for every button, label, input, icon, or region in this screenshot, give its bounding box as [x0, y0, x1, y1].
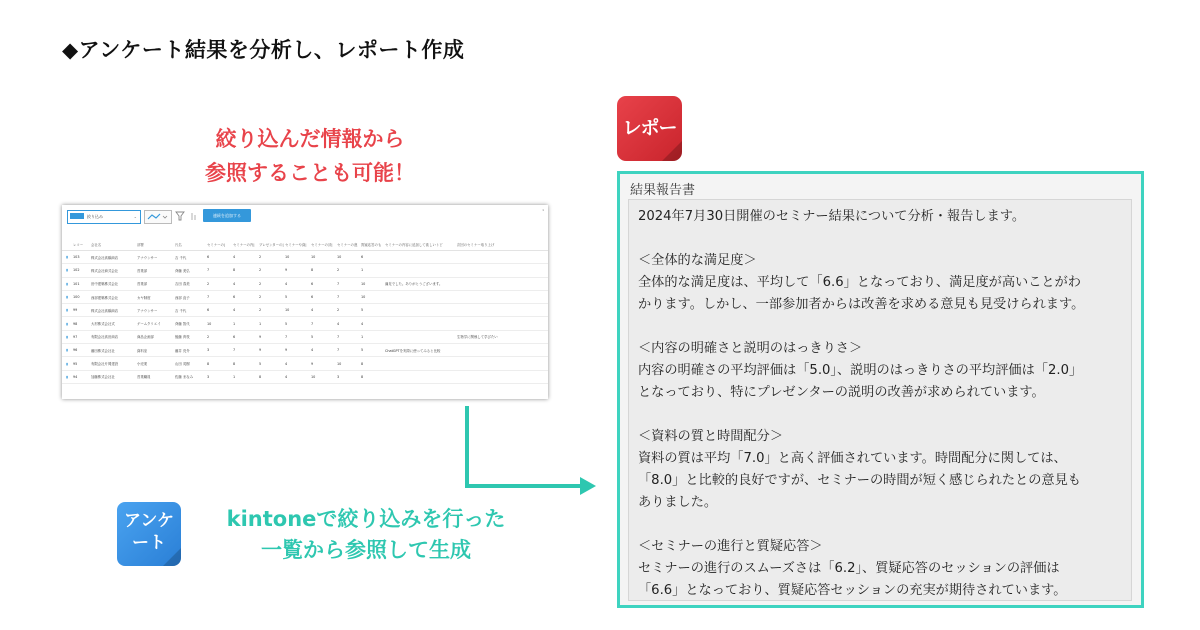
table-cell: 2 [258, 264, 284, 277]
table-cell: 9 [284, 264, 310, 277]
report-line: 「8.0」と比較的良好ですが、セミナーの時間が短く感じられたとの意見も [638, 473, 1081, 488]
table-cell: 5 [360, 304, 384, 317]
table-cell: 5 [258, 357, 284, 370]
table-cell: 8 [258, 370, 284, 383]
table-cell [384, 317, 456, 330]
table-cell: 後藤 育枝 [174, 330, 206, 343]
table-cell: 藤井 亮介 [174, 344, 206, 357]
table-cell: 2 [258, 290, 284, 303]
report-field-label: 結果報告書 [630, 183, 696, 198]
table-cell: 営業部 [136, 277, 174, 290]
table-cell [384, 370, 456, 383]
column-header[interactable]: 質疑応答のも [360, 239, 384, 251]
record-detail-icon[interactable]: ▮ [62, 290, 72, 303]
table-cell: 株式会社商式会社 [90, 264, 136, 277]
table-cell: 4 [284, 277, 310, 290]
filter-icon [174, 210, 186, 222]
table-cell: 2 [258, 304, 284, 317]
table-cell [456, 277, 548, 290]
table-cell: 営業部 [136, 264, 174, 277]
table-cell: 6 [232, 290, 258, 303]
caption-line-2: 一覧から参照して生成 [261, 538, 471, 562]
table-cell [456, 304, 548, 317]
filter-callout [120, 122, 500, 190]
table-cell: 4 [284, 370, 310, 383]
kintone-list-screenshot [62, 205, 548, 399]
column-header[interactable]: プレゼンターの| [258, 239, 284, 251]
report-line: 内容の明確さの平均評価は「5.0」、説明のはっきりさの平均評価は「2.0」 [638, 363, 1083, 378]
report-line: 「6.6」となっており、質疑応答セッションの充実が期待されています。 [638, 583, 1067, 598]
table-cell: 3 [206, 344, 232, 357]
table-cell: 8 [206, 357, 232, 370]
table-row[interactable] [62, 304, 548, 317]
report-line: 全体的な満足度は、平均して「6.6」となっており、満足度が高いことがわ [638, 275, 1081, 290]
table-cell: 5 [284, 290, 310, 303]
table-header-row [62, 239, 548, 251]
table-cell: カヤ制度 [136, 290, 174, 303]
table-row[interactable] [62, 357, 548, 370]
table-cell: 斉藤 美弘 [174, 264, 206, 277]
view-selector[interactable] [67, 210, 141, 224]
column-header[interactable]: セミナーの進 [336, 239, 360, 251]
table-cell: 9 [258, 344, 284, 357]
column-header[interactable]: 次回のセミナー取り上げ [456, 239, 548, 251]
table-cell: 6 [310, 277, 336, 290]
table-cell: 1 [360, 330, 384, 343]
report-app-label: レポー [622, 117, 677, 139]
record-detail-icon[interactable]: ▮ [62, 277, 72, 290]
survey-app-label-1: アンケ [124, 511, 174, 531]
table-cell [384, 251, 456, 264]
table-cell: 8 [232, 357, 258, 370]
table-cell: 7 [232, 344, 258, 357]
icon-fold [163, 548, 181, 566]
table-cell: 2 [336, 264, 360, 277]
record-detail-icon[interactable]: ▮ [62, 330, 72, 343]
table-cell [384, 290, 456, 303]
table-cell: 営業職員 [136, 370, 174, 383]
table-cell [456, 344, 548, 357]
table-cell: 99 [72, 304, 90, 317]
record-detail-icon[interactable]: ▮ [62, 264, 72, 277]
survey-app-label-2: ート [132, 533, 166, 553]
records-table [62, 239, 548, 384]
table-cell: 吉田 春美 [174, 277, 206, 290]
table-cell: アナウンサー [136, 251, 174, 264]
table-cell: 8 [310, 264, 336, 277]
page-heading: ◆アンケート結果を分析し、レポート作成 [62, 38, 465, 62]
table-cell: 4 [284, 357, 310, 370]
table-cell: アナウンサー [136, 304, 174, 317]
table-cell: 生物学に関係して学びたい [456, 330, 548, 343]
table-cell [384, 264, 456, 277]
table-cell: 10 [336, 251, 360, 264]
table-cell: 藤田株式会社社 [90, 344, 136, 357]
table-cell: 10 [336, 357, 360, 370]
table-cell: 2 [206, 277, 232, 290]
table-cell: 4 [232, 251, 258, 264]
table-cell: 8 [360, 357, 384, 370]
table-cell: 6 [206, 251, 232, 264]
table-cell [456, 370, 548, 383]
record-detail-icon[interactable]: ▮ [62, 251, 72, 264]
table-cell: 8 [232, 264, 258, 277]
table-cell: 7 [336, 290, 360, 303]
table-cell: 6 [232, 330, 258, 343]
table-cell: 株式会社高橋商店 [90, 304, 136, 317]
column-header[interactable]: セミナーの| [206, 239, 232, 251]
record-detail-icon[interactable]: ▮ [62, 317, 72, 330]
table-row[interactable] [62, 344, 548, 357]
table-cell: 95 [72, 357, 90, 370]
run-button[interactable]: 連続を追加する [203, 209, 251, 222]
icon-fold [662, 141, 682, 161]
table-cell: 4 [310, 304, 336, 317]
record-detail-icon[interactable]: ▮ [62, 370, 72, 383]
list-toolbar [62, 205, 548, 227]
report-blank-line [638, 316, 1122, 338]
report-app-icon [617, 96, 682, 161]
connector-line [465, 406, 469, 488]
table-cell: 3 [206, 370, 232, 383]
bar-chart-icon [189, 210, 201, 222]
table-cell: 7 [336, 330, 360, 343]
graph-button[interactable] [144, 210, 172, 224]
table-cell: 7 [206, 290, 232, 303]
table-cell: 10 [360, 277, 384, 290]
table-cell: 満足でした。ありがとうございます。 [384, 277, 456, 290]
table-cell: 西部 直子 [174, 290, 206, 303]
table-cell: 9 [284, 344, 310, 357]
record-detail-icon[interactable]: ▮ [62, 344, 72, 357]
table-cell: 商品企画部 [136, 330, 174, 343]
column-header[interactable]: 会社名 [90, 239, 136, 251]
table-cell: 吉 千代 [174, 251, 206, 264]
view-name: 絞り込み [87, 214, 103, 219]
report-blank-line [638, 404, 1122, 426]
report-textarea[interactable] [628, 199, 1132, 601]
table-cell: 田中建築株式会社 [90, 277, 136, 290]
record-detail-icon[interactable]: ▮ [62, 304, 72, 317]
column-header[interactable]: 氏名 [174, 239, 206, 251]
table-cell: 1 [258, 317, 284, 330]
table-row[interactable] [62, 290, 548, 303]
table-cell: 7 [284, 330, 310, 343]
table-cell: 7 [310, 317, 336, 330]
table-cell: 5 [360, 344, 384, 357]
table-cell: 4 [310, 344, 336, 357]
column-header[interactable]: 部署 [136, 239, 174, 251]
table-cell: 6 [206, 304, 232, 317]
table-cell: 6 [360, 251, 384, 264]
record-detail-icon[interactable]: ▮ [62, 357, 72, 370]
table-cell: 山田 英樹 [174, 357, 206, 370]
table-cell: 2 [206, 330, 232, 343]
report-blank-line [638, 228, 1122, 250]
table-cell [384, 330, 456, 343]
table-cell: 102 [72, 264, 90, 277]
table-row[interactable] [62, 264, 548, 277]
list-view-icon [70, 213, 84, 219]
chevron-down-icon: ⌄ [133, 214, 137, 219]
report-line: ＜セミナーの進行と質疑応答＞ [638, 539, 823, 554]
table-cell: 1 [232, 370, 258, 383]
table-cell: 小売業 [136, 357, 174, 370]
arrow-right-icon [580, 477, 596, 495]
table-row[interactable] [62, 370, 548, 383]
table-cell [456, 264, 548, 277]
report-line: セミナーの進行のスムーズさは「6.2」、質疑応答のセッションの評価は [638, 561, 1060, 576]
table-cell: 100 [72, 290, 90, 303]
table-row[interactable] [62, 251, 548, 264]
filter-button[interactable] [174, 210, 186, 222]
table-row[interactable] [62, 317, 548, 330]
table-cell: 加藤株式会社社 [90, 370, 136, 383]
survey-app-icon [117, 502, 181, 566]
table-row[interactable] [62, 330, 548, 343]
table-cell: 10 [284, 251, 310, 264]
table-cell: 10 [284, 304, 310, 317]
column-header[interactable]: レコー [72, 239, 90, 251]
table-cell: 2 [258, 277, 284, 290]
table-cell: 10 [310, 251, 336, 264]
report-line: となっており、特にプレゼンターの説明の改善が求められています。 [638, 385, 1045, 400]
column-header[interactable]: セミナーの内容に追加して欲しいトピ [384, 239, 456, 251]
line-graph-icon [147, 213, 169, 221]
table-cell [456, 357, 548, 370]
table-cell: 4 [336, 317, 360, 330]
table-cell: 9 [310, 357, 336, 370]
table-cell: 4 [360, 317, 384, 330]
table-cell: 株式会社高橋商店 [90, 251, 136, 264]
table-cell: 10 [310, 370, 336, 383]
callout-line-1: 絞り込んだ情報から [215, 127, 405, 151]
report-blank-line [638, 514, 1122, 536]
table-cell: 4 [232, 304, 258, 317]
caption-line-1: kintoneで絞り込みを行った [226, 507, 506, 531]
table-cell: 有限会社高田商店 [90, 330, 136, 343]
table-cell: 斉藤 智代 [174, 317, 206, 330]
table-cell: 103 [72, 251, 90, 264]
table-cell: 5 [310, 330, 336, 343]
table-cell: 5 [284, 317, 310, 330]
table-cell: 有限会社片岡建設 [90, 357, 136, 370]
callout-line-2: 参照することも可能！ [205, 161, 415, 185]
table-cell [456, 290, 548, 303]
scroll-indicator: 1 [542, 208, 544, 212]
table-cell: 101 [72, 277, 90, 290]
table-cell: 2 [258, 251, 284, 264]
report-line: かります。しかし、一部参加者からは改善を求める意見も見受けられます。 [638, 297, 1085, 312]
report-line: ＜資料の質と時間配分＞ [638, 429, 784, 444]
table-row[interactable] [62, 277, 548, 290]
table-cell [456, 251, 548, 264]
table-cell: 1 [360, 264, 384, 277]
table-cell: 3 [336, 370, 360, 383]
table-cell: 7 [206, 264, 232, 277]
report-line: 2024年7月30日開催のセミナー結果について分析・報告します。 [638, 209, 1026, 224]
table-cell: 6 [310, 290, 336, 303]
table-cell: ChatGPTを実際に使ってみると比較 [384, 344, 456, 357]
table-cell: 9 [258, 330, 284, 343]
table-cell: 8 [360, 370, 384, 383]
table-cell: 2 [336, 304, 360, 317]
connector-line-horizontal [465, 484, 581, 488]
table-cell: 西部建築株式会社 [90, 290, 136, 303]
column-header[interactable] [62, 239, 72, 251]
table-cell: 大村株式会社式 [90, 317, 136, 330]
table-cell: 98 [72, 317, 90, 330]
report-line: ＜全体的な満足度＞ [638, 253, 757, 268]
chart-button[interactable] [189, 210, 201, 222]
report-line: ありました。 [638, 495, 718, 510]
table-cell [456, 317, 548, 330]
table-cell: 96 [72, 344, 90, 357]
table-cell: 10 [360, 290, 384, 303]
report-line: 資料の質は平均「7.0」と高く評価されています。時間配分に関しては、 [638, 451, 1067, 466]
column-header[interactable]: セミナーの評| [310, 239, 336, 251]
column-header[interactable]: セミナーや資| [284, 239, 310, 251]
table-cell: ゲームクリエイ [136, 317, 174, 330]
column-header[interactable]: セミナーの内| [232, 239, 258, 251]
table-cell: 7 [336, 277, 360, 290]
table-cell: 10 [206, 317, 232, 330]
table-cell: 吉 千代 [174, 304, 206, 317]
table-cell: 佐藤 まなみ [174, 370, 206, 383]
table-cell: 7 [336, 344, 360, 357]
table-cell: 資料室 [136, 344, 174, 357]
table-cell: 1 [232, 317, 258, 330]
table-cell: 4 [232, 277, 258, 290]
report-line: ＜内容の明確さと説明のはっきりさ＞ [638, 341, 863, 356]
table-cell: 97 [72, 330, 90, 343]
report-field [617, 171, 1144, 608]
table-cell [384, 304, 456, 317]
kintone-caption [196, 504, 536, 566]
table-cell [384, 357, 456, 370]
table-cell: 94 [72, 370, 90, 383]
